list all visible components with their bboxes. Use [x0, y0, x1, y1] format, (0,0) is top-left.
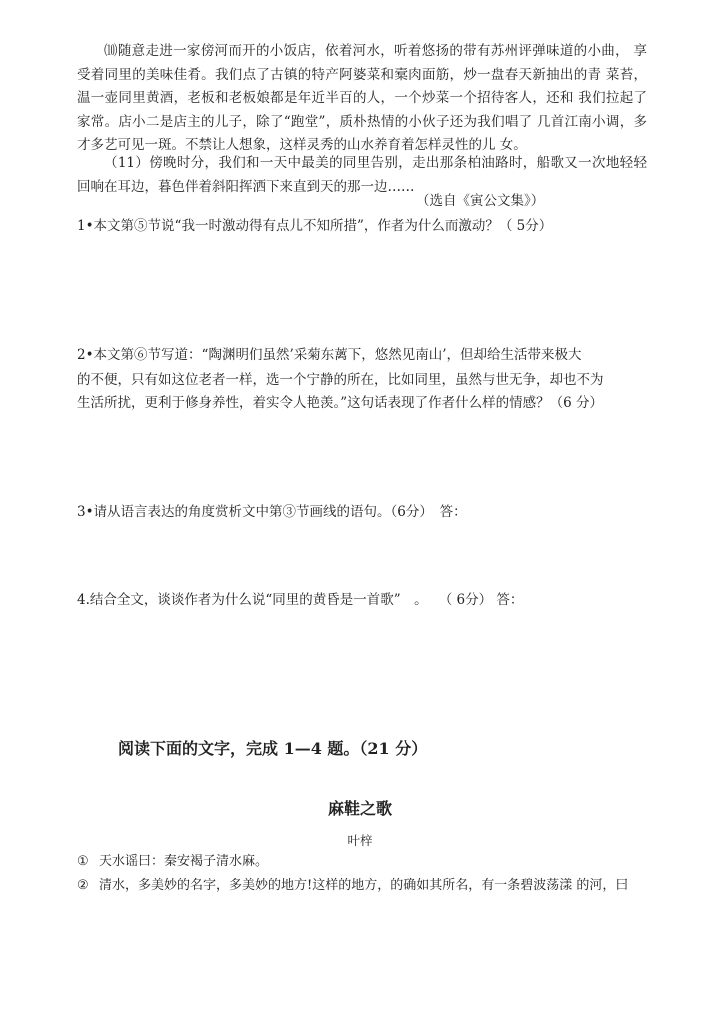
numbered-paragraph	[77, 852, 268, 872]
paragraph-number: ①	[77, 854, 89, 869]
numbered-paragraph	[77, 876, 628, 896]
question-2-line-3: 生活所扰，更利于修身养性，着实令人艳羡。”这句话表现了作者什么样的情感？（6 分）	[77, 395, 604, 411]
paragraph-text: 天水谣曰：秦安褐子清水麻。	[99, 854, 269, 869]
question-4: 4.结合全文，谈谈作者为什么说“同里的黄昏是一首歌” 。 （ 6分） 答：	[77, 592, 524, 608]
section-heading: 阅读下面的文字，完成 1—4 题。（21 分）	[118, 739, 428, 758]
paragraph-10: ⑽随意走进一家傍河而开的小饭店，依着河水，听着悠扬的带有苏州评弹味道的小曲， 享受着同里的美味佳肴。我们点了古镇的特产阿婆菜和槖肉面筋，炒一盘春天新抽出的青 菜苔，温一壶同里黄酒，老板和老板娘都是年近半百的人，一个炒菜一个招待客人，还和 我们拉起了家常。店小二是店主的儿子，除了“跑堂”，质朴热情的小伙子还为我们唱了 几首江南小调，多才多艺可见一斑。不禁让人想象，这样灵秀的山水养育着怎样灵性的儿 女。	[77, 43, 647, 153]
question-3: 3•请从语言表达的角度赏析文中第③节画线的语句。（6分） 答：	[77, 504, 467, 520]
paragraph-11: （11）傍晚时分，我们和一天中最美的同里告别，走出那条柏油路时，船歌又一次地轻轻 回响在耳边，暮色伴着斜阳挥洒下来直到天的那一边……	[77, 155, 647, 195]
question-2-line-2: 的不便，只有如这位老者一样，选一个宁静的所在，比如同里，虽然与世无争，却也不为	[77, 372, 604, 388]
question-1: 1•本文第⑤节说“我一时激动得有点儿不知所措”，作者为什么而激动？（ 5分）	[77, 218, 553, 234]
source-citation: （选自《寅公文集》）	[416, 193, 545, 209]
paragraph-text: 清水，多美妙的名字，多美妙的地方!这样的地方，的确如其所名，有一条碧波荡漾 的河，曰	[99, 878, 629, 893]
article-author: 叶梓	[347, 833, 373, 848]
article-title: 麻鞋之歌	[327, 799, 392, 818]
question-2-line-1: 2•本文第⑥节写道：“陶渊明们虽然’采菊东蓠下，悠然见南山’，但却给生活带来极大	[77, 347, 582, 363]
paragraph-number: ②	[77, 878, 89, 893]
